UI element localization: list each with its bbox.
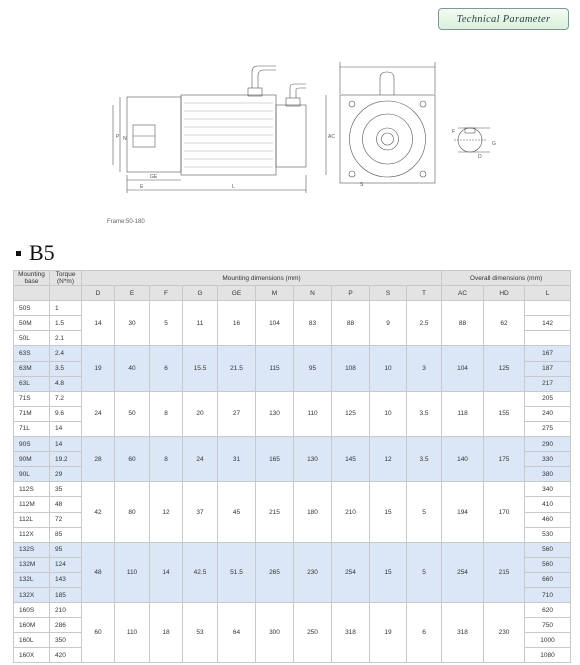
length-cell: 340 xyxy=(525,482,571,497)
torque-cell: 286 xyxy=(50,618,82,633)
column-header: E xyxy=(115,286,150,301)
torque-cell: 72 xyxy=(50,512,82,527)
dimension-cell: 145 xyxy=(332,437,370,482)
dimension-cell: 24 xyxy=(82,391,115,436)
dimension-cell: 64 xyxy=(218,603,256,663)
dimension-cell: 110 xyxy=(294,391,332,436)
torque-cell: 7.2 xyxy=(50,391,82,406)
ac-cell: 118 xyxy=(442,391,484,436)
dimension-cell: 51.5 xyxy=(218,542,256,602)
table-row xyxy=(14,437,571,452)
dimension-cell: 318 xyxy=(332,603,370,663)
mounting-base-cell: 112L xyxy=(14,512,50,527)
length-cell xyxy=(525,331,571,346)
dimension-cell: 12 xyxy=(150,482,183,542)
torque-cell: 35 xyxy=(50,482,82,497)
dimension-cell: 53 xyxy=(183,603,218,663)
table-row xyxy=(14,482,571,497)
dimension-cell: 37 xyxy=(183,482,218,542)
torque-cell: 1 xyxy=(50,301,82,316)
subheader-empty xyxy=(14,286,50,301)
mounting-base-cell: 63L xyxy=(14,376,50,391)
dimension-cell: 115 xyxy=(256,346,294,391)
column-header: N xyxy=(294,286,332,301)
mounting-base-cell: 71L xyxy=(14,421,50,436)
length-cell: 410 xyxy=(525,497,571,512)
table-row xyxy=(14,603,571,618)
dimension-cell: 60 xyxy=(115,437,150,482)
dimension-cell: 28 xyxy=(82,437,115,482)
mounting-base-cell: 112M xyxy=(14,497,50,512)
length-cell: 660 xyxy=(525,572,571,587)
length-cell xyxy=(525,301,571,316)
dimension-cell: 6 xyxy=(407,603,442,663)
mounting-base-cell: 160L xyxy=(14,633,50,648)
cable-connector-icon xyxy=(290,84,306,98)
length-cell: 380 xyxy=(525,467,571,482)
dimension-cell: 215 xyxy=(256,482,294,542)
mounting-base-cell: 132M xyxy=(14,557,50,572)
mounting-base-cell: 71S xyxy=(14,391,50,406)
dimension-cell: 15.5 xyxy=(183,346,218,391)
front-connector xyxy=(380,72,394,95)
ac-cell: 104 xyxy=(442,346,484,391)
dimension-cell: 24 xyxy=(183,437,218,482)
torque-cell: 4.8 xyxy=(50,376,82,391)
header-mounting-base: Mounting base xyxy=(14,271,50,286)
dimension-cell: 14 xyxy=(150,542,183,602)
dimension-cell: 9 xyxy=(370,301,407,346)
torque-cell: 29 xyxy=(50,467,82,482)
length-cell: 1000 xyxy=(525,633,571,648)
dimension-cell: 130 xyxy=(294,437,332,482)
table-row xyxy=(14,391,571,406)
torque-cell: 9.6 xyxy=(50,406,82,421)
length-cell: 620 xyxy=(525,603,571,618)
label-n: N xyxy=(123,136,127,142)
length-cell: 530 xyxy=(525,527,571,542)
dimension-cell: 21.5 xyxy=(218,346,256,391)
hd-cell: 230 xyxy=(484,603,525,663)
b5-dimension-table xyxy=(13,270,571,663)
dimension-cell: 104 xyxy=(256,301,294,346)
dimension-cell: 5 xyxy=(407,482,442,542)
mounting-base-cell: 160X xyxy=(14,648,50,663)
dimension-cell: 14 xyxy=(82,301,115,346)
mounting-base-cell: 71M xyxy=(14,406,50,421)
header-torque: Torque (N*m) xyxy=(50,271,82,286)
drawing-caption: Frame:50-180 xyxy=(107,219,145,225)
dimension-cell: 5 xyxy=(150,301,183,346)
dimension-cell: 95 xyxy=(294,346,332,391)
length-cell: 1080 xyxy=(525,648,571,663)
dimension-cell: 250 xyxy=(294,603,332,663)
dimension-cell: 10 xyxy=(370,391,407,436)
torque-cell: 124 xyxy=(50,557,82,572)
hd-cell: 170 xyxy=(484,482,525,542)
motor-technical-drawing xyxy=(0,0,580,232)
mounting-base-cell: 63S xyxy=(14,346,50,361)
torque-cell: 3.5 xyxy=(50,361,82,376)
label-s: S xyxy=(360,182,364,188)
dimension-cell: 130 xyxy=(256,391,294,436)
torque-cell: 85 xyxy=(50,527,82,542)
dimension-cell: 265 xyxy=(256,542,294,602)
label-l: L xyxy=(232,184,235,190)
dimension-cell: 27 xyxy=(218,391,256,436)
dimension-cell: 230 xyxy=(294,542,332,602)
dimension-cell: 110 xyxy=(115,603,150,663)
mounting-base-cell: 112S xyxy=(14,482,50,497)
length-cell: 750 xyxy=(525,618,571,633)
dimension-cell: 5 xyxy=(407,542,442,602)
torque-cell: 2.1 xyxy=(50,331,82,346)
torque-cell: 1.5 xyxy=(50,316,82,331)
table-row xyxy=(14,542,571,557)
length-cell: 460 xyxy=(525,512,571,527)
length-cell: 330 xyxy=(525,452,571,467)
length-cell: 560 xyxy=(525,557,571,572)
dimension-cell: 40 xyxy=(115,346,150,391)
hd-cell: 155 xyxy=(484,391,525,436)
dimension-cell: 42.5 xyxy=(183,542,218,602)
length-cell: 187 xyxy=(525,361,571,376)
encoder-housing xyxy=(276,105,306,167)
ac-cell: 254 xyxy=(442,542,484,602)
dimension-cell: 110 xyxy=(115,542,150,602)
torque-cell: 350 xyxy=(50,633,82,648)
cable-connector-icon xyxy=(252,66,276,88)
length-cell: 560 xyxy=(525,542,571,557)
length-cell: 205 xyxy=(525,391,571,406)
dimension-cell: 300 xyxy=(256,603,294,663)
dimension-cell: 48 xyxy=(82,542,115,602)
torque-cell: 48 xyxy=(50,497,82,512)
label-f: F xyxy=(452,129,456,135)
column-header: G xyxy=(183,286,218,301)
label-p: P xyxy=(116,134,120,140)
dimension-cell: 31 xyxy=(218,437,256,482)
dimension-cell: 254 xyxy=(332,542,370,602)
length-cell: 290 xyxy=(525,437,571,452)
hd-cell: 62 xyxy=(484,301,525,346)
header-overall-dimensions: Overall dimensions (mm) xyxy=(442,271,571,286)
dimension-cell: 210 xyxy=(332,482,370,542)
section-title: B5 xyxy=(29,240,55,265)
dimension-cell: 19 xyxy=(370,603,407,663)
dimension-cell: 108 xyxy=(332,346,370,391)
ac-cell: 318 xyxy=(442,603,484,663)
label-ge: GE xyxy=(150,174,158,180)
dimension-cell: 15 xyxy=(370,482,407,542)
torque-cell: 2.4 xyxy=(50,346,82,361)
dimension-cell: 11 xyxy=(183,301,218,346)
ac-cell: 88 xyxy=(442,301,484,346)
torque-cell: 185 xyxy=(50,587,82,602)
dimension-cell: 180 xyxy=(294,482,332,542)
hd-cell: 215 xyxy=(484,542,525,602)
column-header: T xyxy=(407,286,442,301)
dimension-cell: 30 xyxy=(115,301,150,346)
torque-cell: 143 xyxy=(50,572,82,587)
torque-cell: 14 xyxy=(50,437,82,452)
mounting-base-cell: 50M xyxy=(14,316,50,331)
mounting-base-cell: 132L xyxy=(14,572,50,587)
table-row xyxy=(14,346,571,361)
mounting-base-cell: 160M xyxy=(14,618,50,633)
dimension-cell: 18 xyxy=(150,603,183,663)
mounting-base-cell: 132S xyxy=(14,542,50,557)
badge-text: Technical Parameter xyxy=(456,13,551,25)
column-header: L xyxy=(525,286,571,301)
column-header: D xyxy=(82,286,115,301)
dimension-cell: 3.5 xyxy=(407,437,442,482)
dimension-cell: 83 xyxy=(294,301,332,346)
ac-cell: 140 xyxy=(442,437,484,482)
dimension-cell: 6 xyxy=(150,346,183,391)
dimension-cell: 125 xyxy=(332,391,370,436)
dimension-cell: 8 xyxy=(150,437,183,482)
column-header: S xyxy=(370,286,407,301)
mounting-base-cell: 90S xyxy=(14,437,50,452)
dimension-cell: 60 xyxy=(82,603,115,663)
dimension-cell: 12 xyxy=(370,437,407,482)
mounting-base-cell: 50S xyxy=(14,301,50,316)
column-header: P xyxy=(332,286,370,301)
column-header: M xyxy=(256,286,294,301)
column-header: AC xyxy=(442,286,484,301)
label-g: G xyxy=(492,141,496,147)
dimension-cell: 8 xyxy=(150,391,183,436)
dimension-cell: 165 xyxy=(256,437,294,482)
dimension-cell: 3 xyxy=(407,346,442,391)
table-row xyxy=(14,301,571,316)
column-header: GE xyxy=(218,286,256,301)
dimension-cell: 45 xyxy=(218,482,256,542)
mounting-base-cell: 160S xyxy=(14,603,50,618)
dimension-cell: 42 xyxy=(82,482,115,542)
torque-cell: 210 xyxy=(50,603,82,618)
section-heading xyxy=(16,240,55,266)
column-header: F xyxy=(150,286,183,301)
label-e: E xyxy=(140,184,144,190)
length-cell: 217 xyxy=(525,376,571,391)
length-cell: 167 xyxy=(525,346,571,361)
dimension-cell: 88 xyxy=(332,301,370,346)
length-cell: 142 xyxy=(525,316,571,331)
dimension-cell: 16 xyxy=(218,301,256,346)
subheader-empty xyxy=(50,286,82,301)
column-header: HD xyxy=(484,286,525,301)
label-ac: AC xyxy=(328,134,335,140)
dimension-cell: 10 xyxy=(370,346,407,391)
mounting-base-cell: 90M xyxy=(14,452,50,467)
ac-cell: 194 xyxy=(442,482,484,542)
torque-cell: 420 xyxy=(50,648,82,663)
dimension-cell: 15 xyxy=(370,542,407,602)
mounting-base-cell: 50L xyxy=(14,331,50,346)
dimension-cell: 80 xyxy=(115,482,150,542)
dimension-cell: 2.5 xyxy=(407,301,442,346)
hd-cell: 175 xyxy=(484,437,525,482)
label-d: D xyxy=(478,154,482,160)
dimension-cell: 50 xyxy=(115,391,150,436)
dimension-cell: 3.5 xyxy=(407,391,442,436)
motor-front-view xyxy=(340,95,435,183)
mounting-base-cell: 132X xyxy=(14,587,50,602)
hd-cell: 125 xyxy=(484,346,525,391)
dimension-cell: 20 xyxy=(183,391,218,436)
header-mounting-dimensions: Mounting dimensions (mm) xyxy=(82,271,442,286)
torque-cell: 95 xyxy=(50,542,82,557)
bullet-icon xyxy=(16,251,21,256)
mounting-base-cell: 63M xyxy=(14,361,50,376)
length-cell: 275 xyxy=(525,421,571,436)
mounting-base-cell: 112X xyxy=(14,527,50,542)
torque-cell: 14 xyxy=(50,421,82,436)
dimension-cell: 19 xyxy=(82,346,115,391)
mounting-base-cell: 90L xyxy=(14,467,50,482)
length-cell: 240 xyxy=(525,406,571,421)
torque-cell: 19.2 xyxy=(50,452,82,467)
length-cell: 710 xyxy=(525,587,571,602)
